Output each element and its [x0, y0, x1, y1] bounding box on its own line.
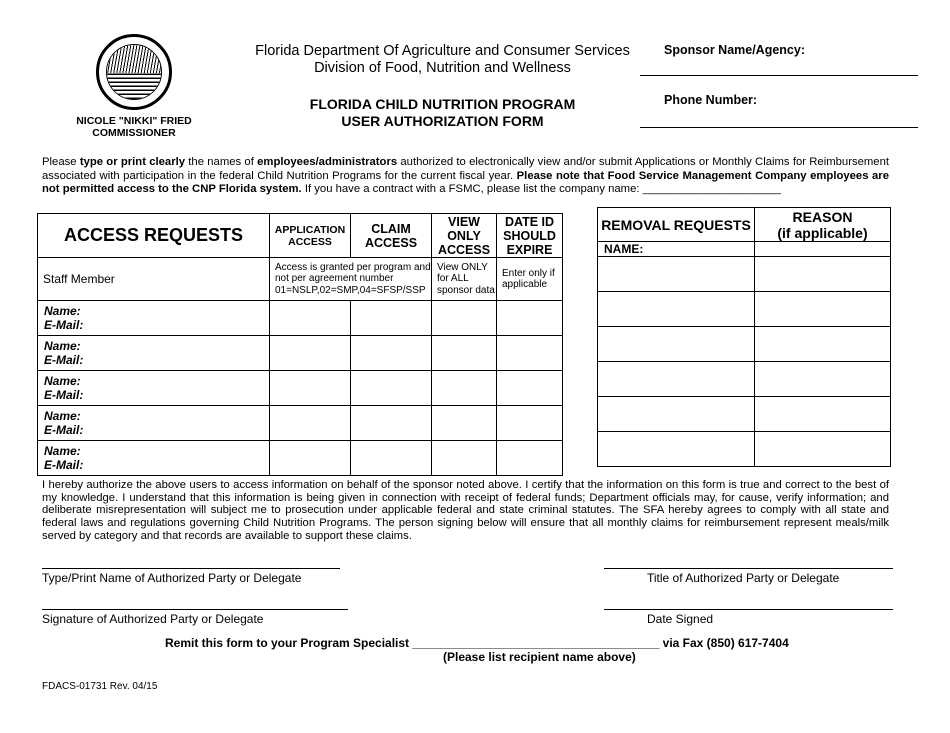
form-number: FDACS-01731 Rev. 04/15	[42, 681, 158, 692]
form-title	[290, 96, 595, 130]
email-label: E-Mail:	[44, 423, 84, 437]
view-only-cell[interactable]	[432, 406, 497, 441]
signature-label: Signature of Authorized Party or Delegate	[42, 612, 264, 626]
removal-name-cell[interactable]	[598, 362, 755, 397]
claim-access-cell[interactable]	[351, 406, 432, 441]
staff-name-email-cell[interactable]	[38, 371, 270, 406]
title-label: Title of Authorized Party or Delegate	[647, 571, 840, 585]
print-name-label: Type/Print Name of Authorized Party or Delegate	[42, 571, 302, 585]
expire-date-cell[interactable]	[497, 301, 563, 336]
access-note: Access is granted per program and not per agreement number 01=NSLP,02=SMP,04=SFSP/SSP	[270, 258, 432, 301]
claim-access-header: CLAIM ACCESS	[351, 214, 432, 258]
access-requests-title: ACCESS REQUESTS	[38, 214, 270, 258]
commissioner-name: NICOLE "NIKKI" FRIED	[76, 115, 192, 127]
removal-name-cell[interactable]	[598, 257, 755, 292]
certification-paragraph: I hereby authorize the above users to access information on behalf of the sponsor noted above. I certify that the information on this form is true and correct to the best of my knowledge. I understand that this information is being given in connection with receipt of federal funds; Department officials may, for cause, verify information; and deliberate misrepresentation will subject me to prosecution under applicable federal and state criminal statutes. The SFA hereby agrees to comply with all state and federal laws and regulations governing Child Nutrition Programs. The person signing below will ensure that all monthly claims for reimbursement represent meals/milk served by category and that records are available to support these claims.	[42, 479, 889, 542]
reason-header	[755, 208, 891, 242]
claim-access-cell[interactable]	[351, 371, 432, 406]
removal-requests-header: REMOVAL REQUESTS	[598, 208, 755, 242]
sponsor-field[interactable]	[640, 75, 918, 76]
removal-reason-cell[interactable]	[755, 362, 891, 397]
division-name: Division of Food, Nutrition and Wellness	[314, 60, 571, 76]
email-label: E-Mail:	[44, 318, 84, 332]
removal-reason-cell[interactable]	[755, 397, 891, 432]
print-name-field[interactable]	[42, 568, 340, 569]
name-label: Name:	[44, 304, 81, 318]
intro-text: the names of	[185, 156, 258, 168]
claim-access-cell[interactable]	[351, 301, 432, 336]
intro-emphasis: employees/administrators	[257, 156, 398, 168]
email-label: E-Mail:	[44, 388, 84, 402]
fsmc-notice: Please note that Food Service Management Company employees are not permitted access to the CNP Florida system.	[42, 169, 889, 195]
view-only-cell[interactable]	[432, 371, 497, 406]
date-expire-header: DATE ID SHOULD EXPIRE	[497, 214, 563, 258]
staff-name-email-cell[interactable]	[38, 301, 270, 336]
table-row	[38, 441, 563, 476]
intro-text: Please	[42, 156, 80, 168]
staff-name-email-cell[interactable]	[38, 406, 270, 441]
name-label: Name:	[44, 409, 81, 423]
removal-name-cell[interactable]	[598, 292, 755, 327]
date-signed-label: Date Signed	[647, 612, 714, 626]
remit-instruction[interactable]: Remit this form to your Program Specialist _____________________________________ via Fax (850) 617-7404	[165, 636, 789, 650]
department-seal	[96, 34, 172, 110]
application-access-header: APPLICATION ACCESS	[270, 214, 351, 258]
table-row	[38, 371, 563, 406]
removal-reason-cell[interactable]	[755, 327, 891, 362]
table-row	[598, 327, 891, 362]
expire-date-cell[interactable]	[497, 406, 563, 441]
expire-date-cell[interactable]	[497, 336, 563, 371]
name-label: Name:	[44, 444, 81, 458]
intro-emphasis: type or print clearly	[79, 156, 186, 168]
claim-access-cell[interactable]	[351, 441, 432, 476]
sponsor-label: Sponsor Name/Agency:	[664, 43, 806, 57]
application-access-cell[interactable]	[270, 406, 351, 441]
application-access-cell[interactable]	[270, 371, 351, 406]
fsmc-company-field[interactable]: If you have a contract with a FSMC, please list the company name: ______________________	[301, 183, 781, 195]
removal-reason-cell[interactable]	[755, 257, 891, 292]
intro-text: authorized to electronically view and/or submit Applications or Monthly Claims for Reimbursement associated with participation in the federal Child Nutrition Programs for the current fiscal year.	[42, 156, 890, 182]
table-row	[598, 397, 891, 432]
reason-header-line1: REASON	[792, 208, 853, 225]
name-label: Name:	[44, 374, 81, 388]
title-field[interactable]	[604, 568, 893, 569]
table-row	[598, 432, 891, 467]
view-note: View ONLY for ALL sponsor data	[432, 258, 497, 301]
removal-reason-cell[interactable]	[755, 292, 891, 327]
instructions-paragraph	[42, 156, 889, 197]
view-only-cell[interactable]	[432, 441, 497, 476]
table-row	[38, 301, 563, 336]
reason-subheader-cell	[755, 242, 891, 257]
date-note: Enter only if applicable	[497, 258, 563, 301]
email-label: E-Mail:	[44, 458, 84, 472]
application-access-cell[interactable]	[270, 301, 351, 336]
table-row	[38, 406, 563, 441]
date-signed-field[interactable]	[604, 609, 893, 610]
phone-label: Phone Number:	[664, 93, 758, 107]
removal-name-cell[interactable]	[598, 327, 755, 362]
view-only-cell[interactable]	[432, 336, 497, 371]
phone-field[interactable]	[640, 127, 918, 128]
table-row	[598, 292, 891, 327]
table-row	[38, 336, 563, 371]
claim-access-cell[interactable]	[351, 336, 432, 371]
signature-field[interactable]	[42, 609, 348, 610]
form-title-line2: USER AUTHORIZATION FORM	[341, 113, 544, 129]
removal-reason-cell[interactable]	[755, 432, 891, 467]
email-label: E-Mail:	[44, 353, 84, 367]
removal-name-label: NAME:	[598, 242, 755, 257]
expire-date-cell[interactable]	[497, 441, 563, 476]
expire-date-cell[interactable]	[497, 371, 563, 406]
name-label: Name:	[44, 339, 81, 353]
view-only-header: VIEW ONLY ACCESS	[432, 214, 497, 258]
staff-name-email-cell[interactable]	[38, 336, 270, 371]
removal-name-cell[interactable]	[598, 397, 755, 432]
view-only-cell[interactable]	[432, 301, 497, 336]
application-access-cell[interactable]	[270, 441, 351, 476]
seal-emblem	[106, 44, 162, 100]
department-heading	[240, 43, 645, 77]
removal-requests-table	[597, 207, 891, 467]
commissioner-block	[70, 115, 198, 139]
table-row	[598, 257, 891, 292]
reason-header-line2: (if applicable)	[777, 224, 868, 241]
staff-name-email-cell[interactable]	[38, 441, 270, 476]
department-name: Florida Department Of Agriculture and Consumer Services	[255, 43, 630, 59]
access-requests-table	[37, 213, 563, 476]
form-title-line1: FLORIDA CHILD NUTRITION PROGRAM	[309, 96, 576, 112]
application-access-cell[interactable]	[270, 336, 351, 371]
recipient-note: (Please list recipient name above)	[443, 650, 636, 664]
table-row	[598, 362, 891, 397]
removal-name-cell[interactable]	[598, 432, 755, 467]
commissioner-title: COMMISSIONER	[92, 127, 176, 139]
staff-member-label: Staff Member	[38, 258, 270, 301]
